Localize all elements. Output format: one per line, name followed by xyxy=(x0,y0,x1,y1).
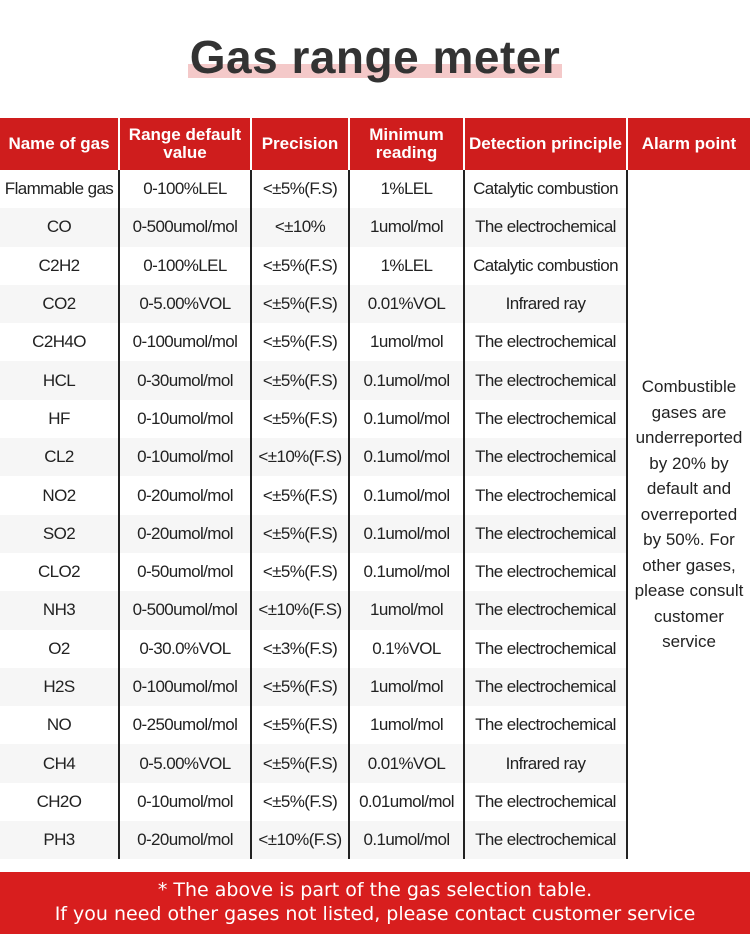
gas-name-cell: CH2O xyxy=(36,791,82,811)
page-title: Gas range meter xyxy=(189,31,561,83)
precision-cell: <±5%(F.S) xyxy=(251,668,349,706)
precision-cell: <±10%(F.S) xyxy=(251,438,349,476)
range-cell: 0-500umol/mol xyxy=(119,208,251,246)
precision-cell: <±5%(F.S) xyxy=(251,553,349,591)
minimum-reading-cell: 0.1umol/mol xyxy=(349,515,464,553)
header-gas-name: Name of gas xyxy=(0,118,119,170)
gas-name-cell: NO2 xyxy=(42,485,76,505)
precision-cell: <±5%(F.S) xyxy=(251,285,349,323)
gas-name-cell: SO2 xyxy=(0,515,119,553)
principle-cell: Infrared ray xyxy=(464,285,627,323)
range-cell: 0-10umol/mol xyxy=(119,400,251,438)
principle-cell: The electrochemical xyxy=(464,668,627,706)
gas-name-cell: PH3 xyxy=(0,821,119,859)
range-cell: 0-500umol/mol xyxy=(119,591,251,629)
precision-cell: <±5%(F.S) xyxy=(251,170,349,208)
header-row xyxy=(0,118,750,170)
minimum-reading-cell: 0.1umol/mol xyxy=(349,476,464,514)
precision-cell: <±5%(F.S) xyxy=(251,247,349,285)
principle-cell: Catalytic combustion xyxy=(464,247,627,285)
minimum-reading-cell: 1%LEL xyxy=(349,247,464,285)
principle-cell: The electrochemical xyxy=(464,515,627,553)
gas-name-cell: CO2 xyxy=(0,285,119,323)
gas-name-cell: Flammable gas xyxy=(4,179,114,199)
principle-cell: The electrochemical xyxy=(464,591,627,629)
minimum-reading-cell: 1umol/mol xyxy=(349,668,464,706)
principle-cell: The electrochemical xyxy=(464,438,627,476)
range-cell: 0-100umol/mol xyxy=(119,668,251,706)
principle-cell: The electrochemical xyxy=(464,323,627,361)
range-cell: 0-20umol/mol xyxy=(119,476,251,514)
gas-name-cell: C2H2 xyxy=(38,255,80,275)
header-detection-principle: Detection principle xyxy=(464,118,627,170)
gas-name-cell: NO xyxy=(46,715,72,735)
range-cell: 0-250umol/mol xyxy=(119,706,251,744)
principle-cell: The electrochemical xyxy=(464,476,627,514)
principle-cell: The electrochemical xyxy=(464,630,627,668)
minimum-reading-cell: 0.01%VOL xyxy=(349,744,464,782)
principle-cell: The electrochemical xyxy=(464,400,627,438)
principle-cell: Catalytic combustion xyxy=(464,170,627,208)
range-cell: 0-100umol/mol xyxy=(119,323,251,361)
precision-cell: <±5%(F.S) xyxy=(251,476,349,514)
minimum-reading-cell: 0.01%VOL xyxy=(349,285,464,323)
precision-cell: <±10% xyxy=(251,208,349,246)
gas-name-cell: CL2 xyxy=(0,438,119,476)
principle-cell: The electrochemical xyxy=(464,821,627,859)
range-cell: 0-30.0%VOL xyxy=(119,630,251,668)
minimum-reading-cell: 0.01umol/mol xyxy=(349,783,464,821)
header-minimum-reading: Minimum reading xyxy=(349,118,464,170)
header-precision: Precision xyxy=(251,118,349,170)
precision-cell: <±5%(F.S) xyxy=(251,361,349,399)
alarm-point-note: Combustible gases are underreported by 20% by default and overreported by 50%. For other gases, please consult customer service xyxy=(627,170,750,859)
footer-banner xyxy=(0,872,750,934)
precision-cell: <±5%(F.S) xyxy=(251,323,349,361)
gas-name-cell: C2H4O xyxy=(32,332,86,352)
minimum-reading-cell: 1umol/mol xyxy=(349,208,464,246)
range-cell: 0-50umol/mol xyxy=(119,553,251,591)
principle-cell: Infrared ray xyxy=(464,744,627,782)
minimum-reading-cell: 1umol/mol xyxy=(349,591,464,629)
precision-cell: <±5%(F.S) xyxy=(251,515,349,553)
gas-name-cell: CH4 xyxy=(0,744,119,782)
precision-cell: <±10%(F.S) xyxy=(251,821,349,859)
range-cell: 0-20umol/mol xyxy=(119,821,251,859)
precision-cell: <±5%(F.S) xyxy=(251,783,349,821)
footer-line-1: * The above is part of the gas selection table. xyxy=(157,879,593,901)
minimum-reading-cell: 0.1umol/mol xyxy=(349,553,464,591)
minimum-reading-cell: 0.1umol/mol xyxy=(349,400,464,438)
gas-name-cell: HF xyxy=(48,408,70,428)
minimum-reading-cell: 1%LEL xyxy=(349,170,464,208)
gas-name-cell: CLO2 xyxy=(37,562,80,582)
principle-cell: The electrochemical xyxy=(464,706,627,744)
header-alarm-point: Alarm point xyxy=(627,118,750,170)
range-cell: 0-20umol/mol xyxy=(119,515,251,553)
principle-cell: The electrochemical xyxy=(464,208,627,246)
principle-cell: The electrochemical xyxy=(464,361,627,399)
principle-cell: The electrochemical xyxy=(464,553,627,591)
minimum-reading-cell: 0.1%VOL xyxy=(349,630,464,668)
title-area xyxy=(0,0,750,118)
minimum-reading-cell: 0.1umol/mol xyxy=(349,361,464,399)
range-cell: 0-30umol/mol xyxy=(119,361,251,399)
header-range: Range default value xyxy=(119,118,251,170)
principle-cell: The electrochemical xyxy=(464,783,627,821)
minimum-reading-cell: 1umol/mol xyxy=(349,323,464,361)
range-cell: 0-100%LEL xyxy=(119,170,251,208)
table-row xyxy=(0,170,750,208)
minimum-reading-cell: 0.1umol/mol xyxy=(349,438,464,476)
footer-line-2: If you need other gases not listed, please contact customer service xyxy=(54,903,696,925)
gas-name-cell: CO xyxy=(0,208,119,246)
precision-cell: <±5%(F.S) xyxy=(251,400,349,438)
range-cell: 0-100%LEL xyxy=(119,247,251,285)
gas-name-cell: NH3 xyxy=(0,591,119,629)
range-cell: 0-5.00%VOL xyxy=(119,744,251,782)
range-cell: 0-10umol/mol xyxy=(119,783,251,821)
gas-name-cell: O2 xyxy=(48,638,70,658)
precision-cell: <±5%(F.S) xyxy=(251,744,349,782)
minimum-reading-cell: 0.1umol/mol xyxy=(349,821,464,859)
gas-table xyxy=(0,118,750,859)
gas-name-cell: H2S xyxy=(0,668,119,706)
gas-name-cell: HCL xyxy=(0,361,119,399)
precision-cell: <±3%(F.S) xyxy=(251,630,349,668)
precision-cell: <±10%(F.S) xyxy=(251,591,349,629)
precision-cell: <±5%(F.S) xyxy=(251,706,349,744)
range-cell: 0-5.00%VOL xyxy=(119,285,251,323)
minimum-reading-cell: 1umol/mol xyxy=(349,706,464,744)
range-cell: 0-10umol/mol xyxy=(119,438,251,476)
